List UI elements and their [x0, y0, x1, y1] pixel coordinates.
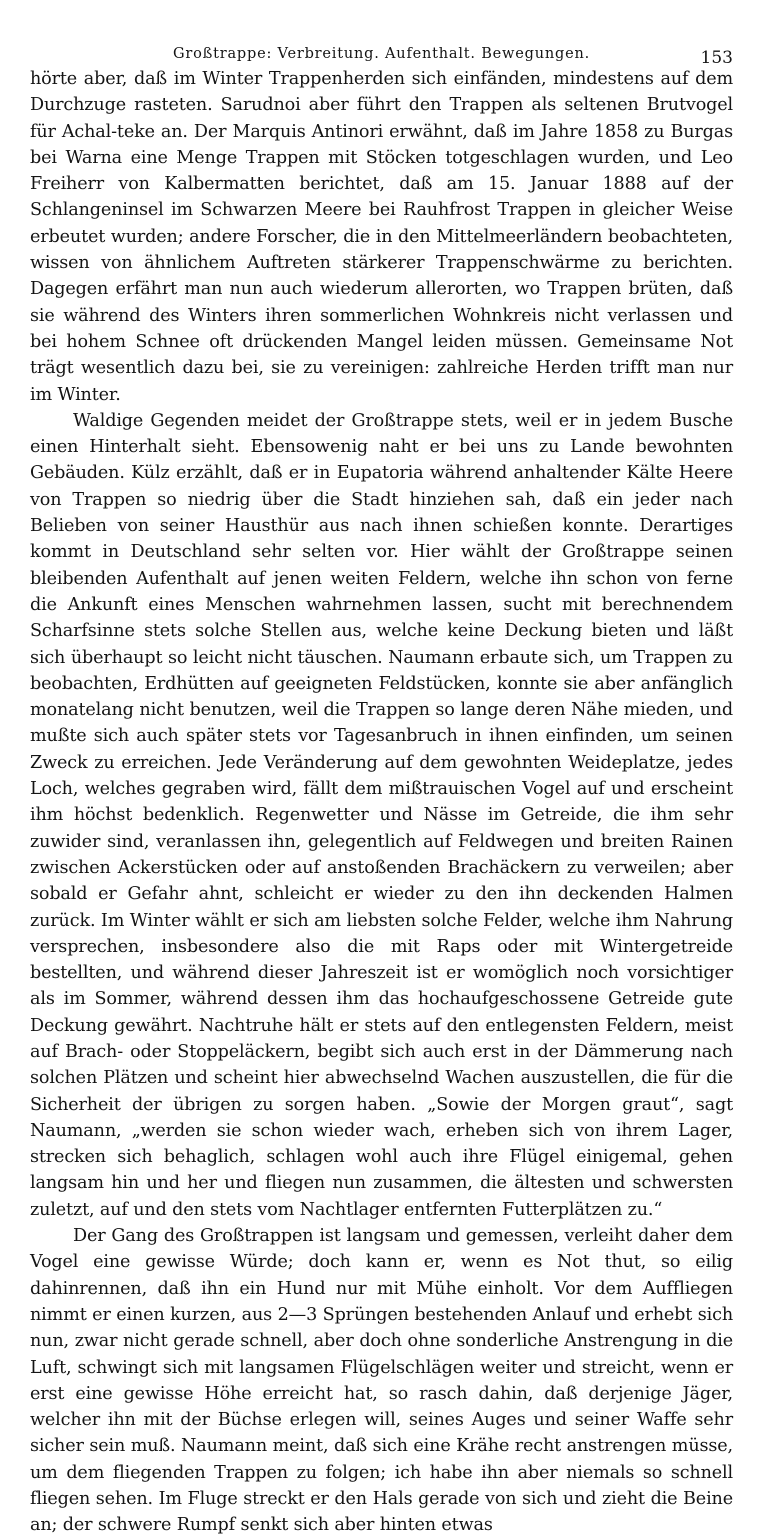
running-title: Großtrappe: Verbreitung. Aufenthalt. Bewegungen. [172, 46, 591, 62]
paragraph-3: Der Gang des Großtrappen ist langsam und gemessen, verleiht daher dem Vogel eine gewisse Würde; doch kann er, wenn es Not thut, so eilig dahinrennen, daß ihn ein Hund nur mit Mühe einholt. Vor dem Auffliegen nimmt er einen kurzen, aus 2—3 Sprüngen bestehenden Anlauf und erhebt sich nun, zwar nicht gerade schnell, aber doch ohne sonderliche Anstrengung in die Luft, schwingt sich mit langsamen Flügelschlägen weiter und streicht, wenn er erst eine gewisse Höhe erreicht hat, so rasch dahin, daß derjenige Jäger, welcher ihn mit der Büchse erlegen will, seines Auges und seiner Waffe sehr sicher sein muß. Naumann meint, daß sich eine Krähe recht anstrengen müsse, um dem fliegenden Trappen zu folgen; ich habe ihn aber niemals so schnell fliegen sehen. Im Fluge streckt er den Hals gerade von sich und zieht die Beine an; der schwere Rumpf senkt sich aber hinten etwas [30, 1226, 733, 1536]
paragraph-1: hörte aber, daß im Winter Trappenherden sich einfänden, mindestens auf dem Durchzuge rasteten. Sarudnoi aber führt den Trappen als seltenen Brutvogel für Achal-teke an. Der Marquis Antinori erwähnt, daß im Jahre 1858 zu Burgas bei Warna eine Menge Trappen mit Stöcken totgeschlagen wurden, und Leo Freiherr von Kalbermatten berichtet, daß am 15. Januar 1888 auf der Schlangeninsel im Schwarzen Meere bei Rauhfrost Trappen in gleicher Weise erbeutet wurden; andere Forscher, die in den Mittelmeerländern beobachteten, wissen von ähnlichem Auftreten stärkerer Trappenschwärme zu berichten. Dagegen erfährt man nun auch wiederum allerorten, wo Trappen brüten, daß sie während des Winters ihren sommerlichen Wohnkreis nicht verlassen und bei hohem Schnee oft drückenden Mangel leiden müssen. Gemeinsame Not trägt wesentlich dazu bei, sie zu vereinigen: zahlreiche Herden trifft man nur im Winter. [30, 69, 733, 405]
page-number: 153 [700, 48, 733, 68]
running-header [30, 34, 733, 68]
body-text [30, 66, 733, 1539]
paragraph-2: Waldige Gegenden meidet der Großtrappe stets, weil er in jedem Busche einen Hinterhalt sieht. Ebensowenig naht er bei uns zu Lande bewohnten Gebäuden. Külz erzählt, daß er in Eupatoria während anhaltender Kälte Heere von Trappen so niedrig über die Stadt hinziehen sah, daß ein jeder nach Belieben von seiner Hausthür aus nach ihnen schießen konnte. Derartiges kommt in Deutschland sehr selten vor. Hier wählt der Großtrappe seinen bleibenden Aufenthalt auf jenen weiten Feldern, welche ihn schon von ferne die Ankunft eines Menschen wahrnehmen lassen, sucht mit berechnendem Scharfsinne stets solche Stellen aus, welche keine Deckung bieten und läßt sich überhaupt so leicht nicht täuschen. Naumann erbaute sich, um Trappen zu beobachten, Erdhütten auf geeigneten Feldstücken, konnte sie aber anfänglich monatelang nicht benutzen, weil die Trappen so lange deren Nähe mieden, und mußte sich auch später stets vor Tagesanbruch in ihnen einfinden, um seinen Zweck zu erreichen. Jede Veränderung auf dem gewohnten Weideplatze, jedes Loch, welches gegraben wird, fällt dem mißtrauischen Vogel auf und erscheint ihm höchst bedenklich. Regenwetter und Nässe im Getreide, die ihm sehr zuwider sind, veranlassen ihn, gelegentlich auf Feldwegen und breiten Rainen zwischen Ackerstücken oder auf anstoßenden Brachäckern zu verweilen; aber sobald er Gefahr ahnt, schleicht er wieder zu den ihn deckenden Halmen zurück. Im Winter wählt er sich am liebsten solche Felder, welche ihm Nahrung versprechen, insbesondere also die mit Raps oder mit Wintergetreide bestellten, und während dieser Jahreszeit ist er womöglich noch vorsichtiger als im Sommer, während dessen ihm das hochaufgeschossene Getreide gute Deckung gewährt. Nachtruhe hält er stets auf den entlegensten Feldern, meist auf Brach- oder Stoppeläckern, begibt sich auch erst in der Dämmerung nach solchen Plätzen und scheint hier abwechselnd Wachen auszustellen, die für die Sicherheit der übrigen zu sorgen haben. „Sowie der Morgen graut“, sagt Naumann, „werden sie schon wieder wach, erheben sich von ihrem Lager, strecken sich behaglich, schlagen wohl auch ihre Flügel einigemal, gehen langsam hin und her und fliegen nun zusammen, die ältesten und schwersten zuletzt, auf und den stets vom Nachtlager entfernten Futterplätzen zu.“ [30, 410, 733, 1220]
